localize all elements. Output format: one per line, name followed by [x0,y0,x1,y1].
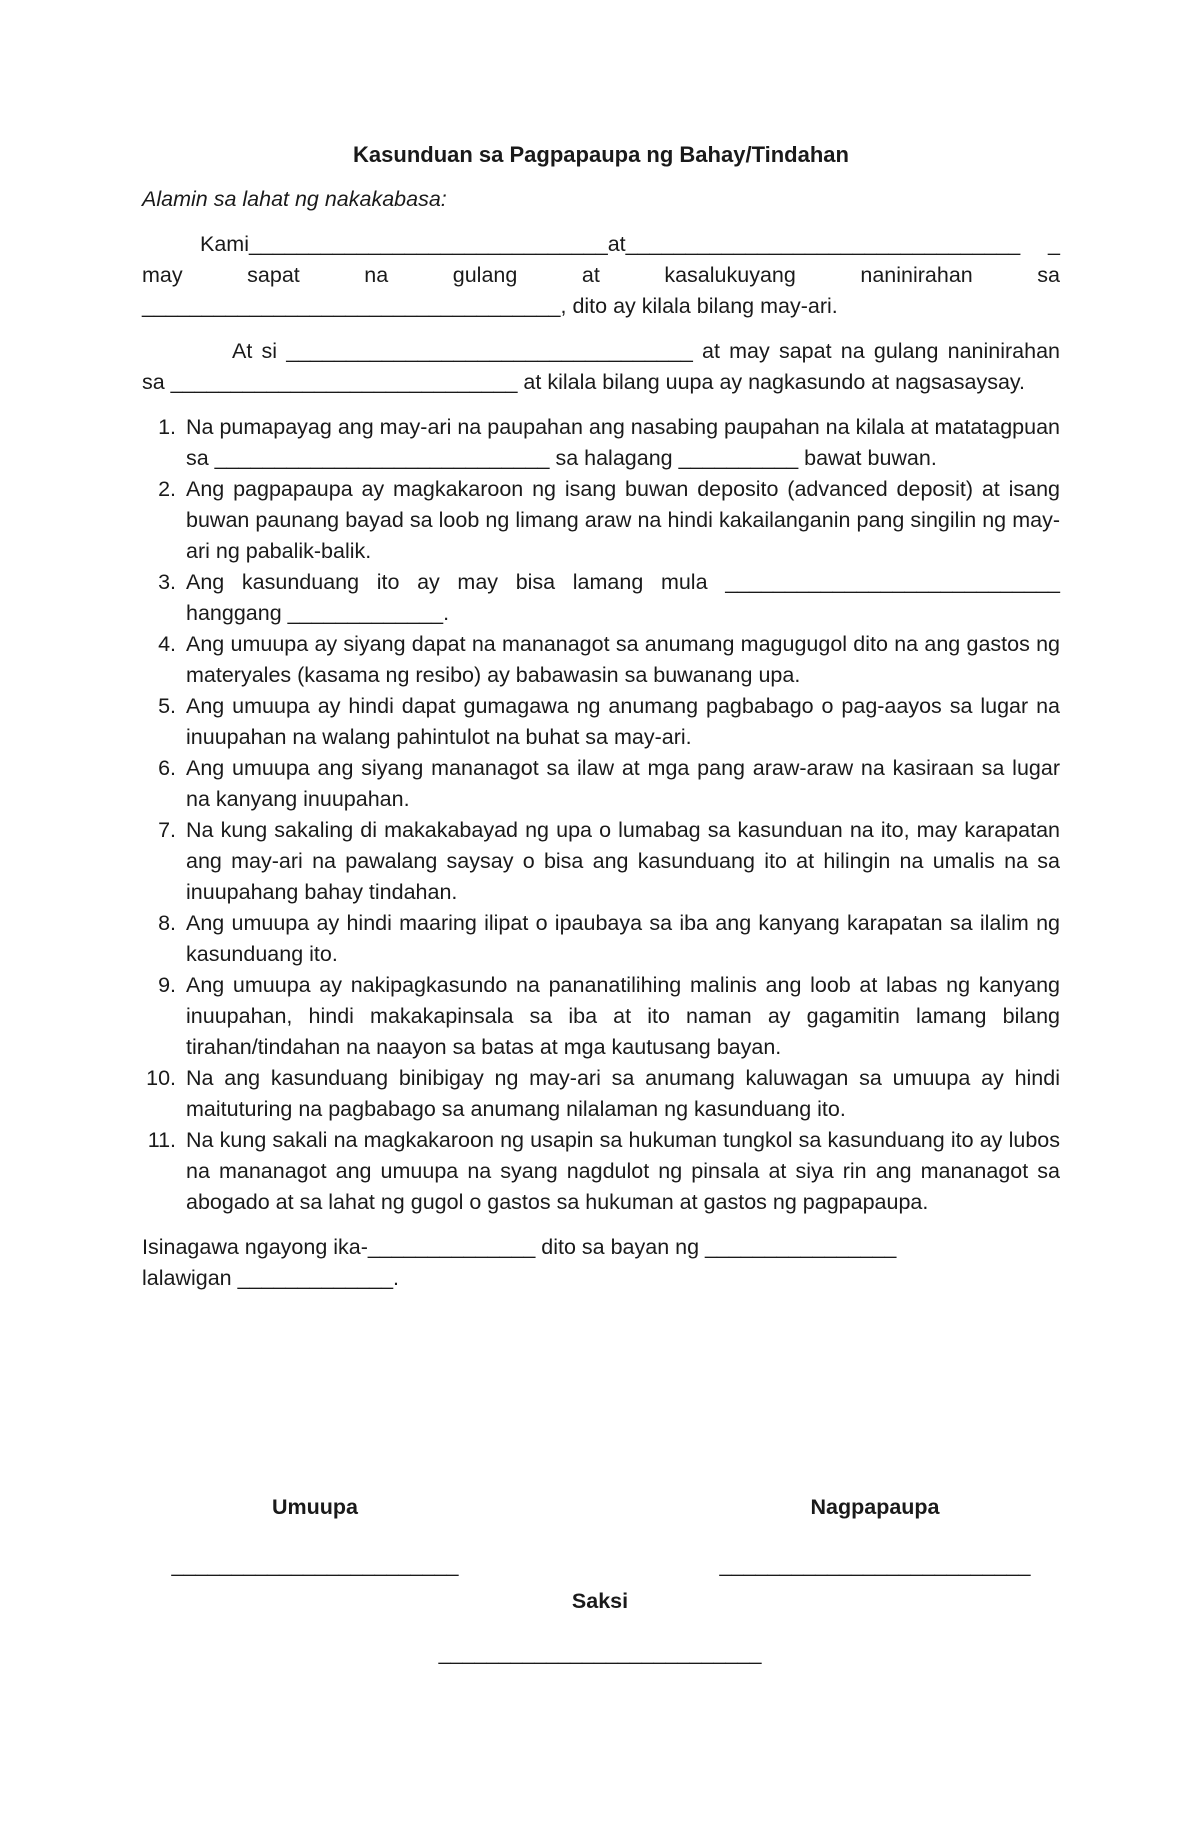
list-text: Na kung sakali na magkakaroon ng usapin sa hukuman tungkol sa kasunduang ito ay lubos na mananagot ang umuupa na syang nagdulot ng pinsala at siya rin ang mananagot sa abogado at sa lahat ng gugol o gastos sa hukuman at gastos ng pagpapaupa. [186,1128,1060,1214]
list-item [142,908,1060,970]
document-body [142,140,1060,1294]
list-number: 4. [158,632,176,656]
list-number: 6. [158,756,176,780]
list-item [142,567,1060,629]
list-text: Ang umuupa ay hindi dapat gumagawa ng anumang pagbabago o pag-aayos sa lugar na inuupahan na walang pahintulot na buhat sa may-ari. [186,694,1060,749]
tenant-signature-line: ________________________ [171,1553,459,1577]
tenant-paragraph: At si __________________________________ at may sapat na gulang naninirahan sa _____________________________ at kilala bilang uupa ay nagkasundo at nagsasaysay. [142,339,1060,394]
list-number: 11. [147,1128,176,1152]
list-number: 5. [158,694,176,718]
list-item [142,691,1060,753]
list-number: 3. [158,570,176,594]
witness-label: Saksi [571,1589,629,1613]
list-text: Na pumapayag ang may-ari na paupahan ang nasabing paupahan na kilala at matatagpuan sa ____________________________ sa halagang __________ bawat buwan. [186,415,1060,470]
execution-line: Isinagawa ngayong ika-______________ dito sa bayan ng ________________ [142,1235,897,1259]
tenant-signature-block [155,1492,475,1580]
list-text: Ang umuupa ay hindi maaring ilipat o ipaubaya sa iba ang kanyang karapatan sa ilalim ng kasunduang ito. [186,911,1060,966]
list-item [142,753,1060,815]
list-text: Ang pagpapaupa ay magkakaroon ng isang buwan deposito (advanced deposit) at isang buwan paunang bayad sa loob ng limang araw na hindi kakailanganin pang singilin ng may-ari ng pabalik-balik. [186,477,1060,563]
list-item [142,474,1060,567]
list-text: Ang umuupa ang siyang mananagot sa ilaw at mga pang araw-araw na kasiraan sa lugar na kanyang inuupahan. [186,756,1060,811]
greeting: Alamin sa lahat ng nakakabasa: [142,187,447,211]
intro-paragraph: Kami______________________________at_________________________________ _ may sapat na gulang at kasalukuyang naninirahan sa ___________________________________, dito ay kilala bilang may-ari. [142,232,1060,318]
province-line: lalawigan _____________. [142,1266,400,1290]
witness-signature-block [420,1586,780,1668]
list-text: Ang umuupa ay nakipagkasundo na pananatilihing malinis ang loob at labas ng kanyang inuupahan, hindi makakapinsala sa iba at ito naman ay gagamitin lamang bilang tirahan/tindahan na naayon sa batas at mga kautusang bayan. [186,973,1060,1059]
list-item [142,1125,1060,1218]
list-text: Ang kasunduang ito ay may bisa lamang mula ____________________________ hanggang _____________. [186,570,1060,625]
document-title: Kasunduan sa Pagpapaupa ng Bahay/Tindahan [353,142,849,167]
terms-list [142,412,1060,1218]
list-number: 7. [158,818,176,842]
list-text: Na ang kasunduang binibigay ng may-ari sa anumang kaluwagan sa umuupa ay hindi maituturing na pagbabago sa anumang nilalaman ng kasunduang ito. [186,1066,1060,1121]
landlord-signature-line: __________________________ [719,1553,1031,1577]
list-item [142,1063,1060,1125]
list-number: 1. [158,415,176,439]
tenant-label: Umuupa [272,1495,358,1519]
list-item [142,629,1060,691]
landlord-signature-block [700,1492,1050,1580]
list-item [142,815,1060,908]
list-text: Na kung sakaling di makakabayad ng upa o lumabag sa kasunduan na ito, may karapatan ang may-ari na pawalang saysay o bisa ang kasunduang ito at hilingin na umalis na sa inuupahang bahay tindahan. [186,818,1060,904]
landlord-label: Nagpapaupa [810,1495,940,1519]
list-item [142,412,1060,474]
witness-signature-line: ___________________________ [438,1641,762,1665]
list-number: 10. [146,1066,176,1090]
list-text: Ang umuupa ay siyang dapat na mananagot sa anumang magugugol dito na ang gastos ng materyales (kasama ng resibo) ay babawasin sa buwanang upa. [186,632,1060,687]
list-number: 2. [158,477,176,501]
list-number: 9. [158,973,176,997]
list-item [142,970,1060,1063]
list-number: 8. [158,911,176,935]
